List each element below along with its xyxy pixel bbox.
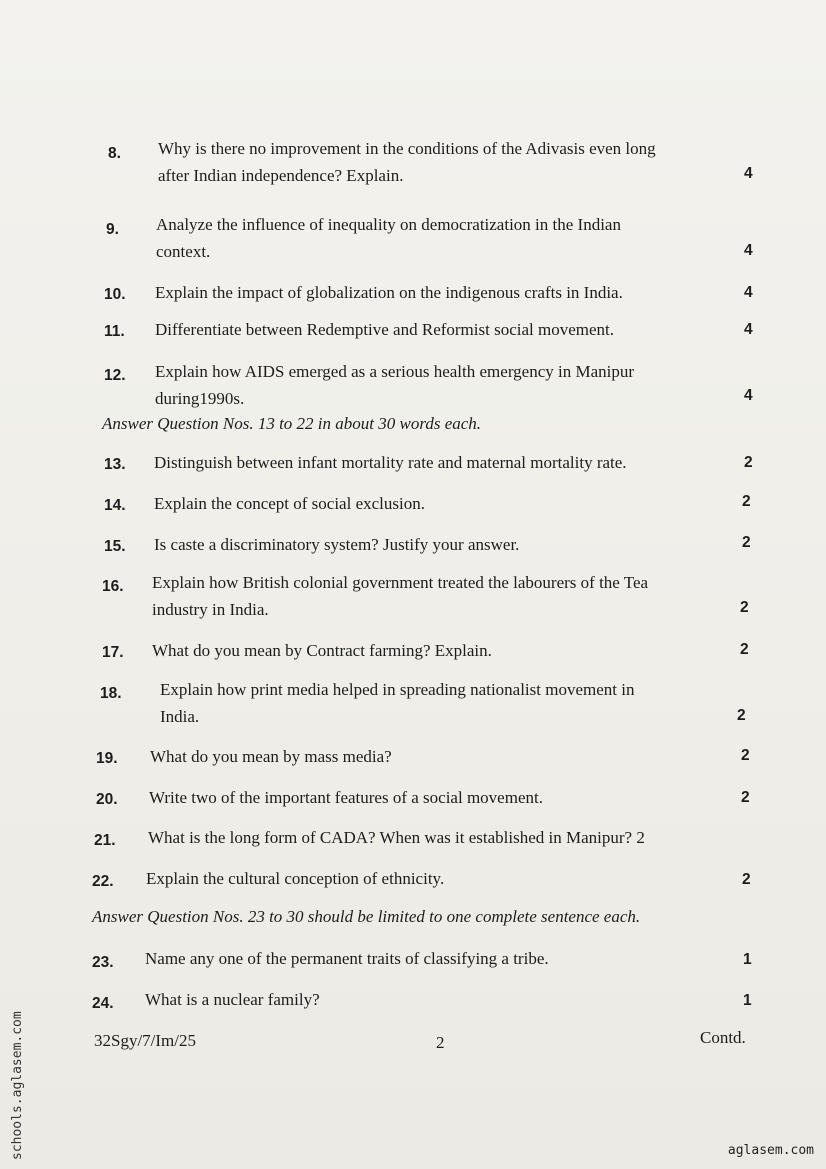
question-20 <box>96 784 756 812</box>
question-marks: 1 <box>743 951 752 968</box>
question-21 <box>94 824 756 852</box>
question-number: 23. <box>92 954 114 971</box>
question-12 <box>104 358 758 412</box>
question-text-line: Explain the cultural conception of ethnicity. <box>146 869 445 888</box>
question-marks: 2 <box>737 707 746 724</box>
question-text-line: What is a nuclear family? <box>145 990 320 1009</box>
question-marks: 4 <box>744 387 753 404</box>
question-19 <box>96 743 756 771</box>
question-number: 9. <box>106 221 119 238</box>
question-text-line: What do you mean by Contract farming? Explain. <box>152 641 492 660</box>
question-number: 11. <box>104 323 125 340</box>
question-9 <box>106 211 758 265</box>
question-number: 8. <box>108 145 121 162</box>
question-text-line: Write two of the important features of a social movement. <box>149 788 543 807</box>
question-text-line: Why is there no improvement in the conditions of the Adivasis even long <box>158 139 656 158</box>
question-11 <box>104 316 758 344</box>
question-text-line: context. <box>156 242 211 261</box>
question-text-line: after Indian independence? Explain. <box>158 166 404 185</box>
question-text-line: Explain the concept of social exclusion. <box>154 494 425 513</box>
question-marks: 2 <box>742 534 751 551</box>
question-8 <box>108 135 758 189</box>
question-text-line: Explain how British colonial government treated the labourers of the Tea <box>152 573 649 592</box>
question-10 <box>104 279 758 307</box>
question-text-line: Explain how print media helped in spreading nationalist movement in <box>160 680 635 699</box>
question-number: 15. <box>104 538 126 555</box>
question-text-line: industry in India. <box>152 600 269 619</box>
question-number: 20. <box>96 791 118 808</box>
question-number: 18. <box>100 685 122 702</box>
question-marks: 4 <box>744 165 753 182</box>
question-marks: 4 <box>744 321 753 338</box>
question-17 <box>102 637 758 665</box>
question-text-line: Is caste a discriminatory system? Justify your answer. <box>154 535 520 554</box>
question-23 <box>92 945 756 973</box>
bottom-watermark: aglasem.com <box>727 1143 814 1158</box>
question-marks: 2 <box>744 454 753 471</box>
page-number: 2 <box>436 1033 445 1052</box>
question-24 <box>92 986 756 1014</box>
question-marks: 2 <box>741 747 750 764</box>
question-text-line: Name any one of the permanent traits of classifying a tribe. <box>145 949 549 968</box>
question-marks: 1 <box>743 992 752 1009</box>
question-marks: 2 <box>742 493 751 510</box>
question-marks: 2 <box>740 641 749 658</box>
question-marks: 2 <box>740 599 749 616</box>
question-16 <box>102 569 756 623</box>
question-15 <box>104 531 758 559</box>
section-instruction: Answer Question Nos. 13 to 22 in about 30 words each. <box>102 414 482 433</box>
question-text-line: during1990s. <box>155 389 245 408</box>
question-number: 10. <box>104 286 126 303</box>
question-14 <box>104 490 758 518</box>
question-number: 22. <box>92 873 114 890</box>
question-marks: 4 <box>744 242 753 259</box>
question-text-line: Distinguish between infant mortality rate and maternal mortality rate. <box>154 453 627 472</box>
question-text-line: What do you mean by mass media? <box>150 747 392 766</box>
question-marks: 2 <box>741 789 750 806</box>
question-18 <box>100 676 756 730</box>
side-watermark: schools.aglasem.com <box>10 1011 25 1160</box>
question-text-line: India. <box>160 707 200 726</box>
question-marks: 2 <box>742 871 751 888</box>
question-number: 24. <box>92 995 114 1012</box>
question-22 <box>92 865 756 893</box>
question-text-line: Explain the impact of globalization on the indigenous crafts in India. <box>155 283 623 302</box>
question-number: 17. <box>102 644 124 661</box>
question-text-line: What is the long form of CADA? When was it established in Manipur? 2 <box>148 828 645 847</box>
question-number: 19. <box>96 750 118 767</box>
question-text-line: Differentiate between Redemptive and Reformist social movement. <box>155 320 615 339</box>
question-marks: 4 <box>744 284 753 301</box>
paper-code: 32Sgy/7/Im/25 <box>94 1031 197 1050</box>
question-13 <box>104 449 758 477</box>
question-text-line: Analyze the influence of inequality on democratization in the Indian <box>156 215 621 234</box>
section-instruction: Answer Question Nos. 23 to 30 should be limited to one complete sentence each. <box>92 907 641 926</box>
question-number: 12. <box>104 367 126 384</box>
question-number: 13. <box>104 456 126 473</box>
question-number: 14. <box>104 497 126 514</box>
continued-label: Contd. <box>700 1028 746 1047</box>
question-number: 21. <box>94 832 116 849</box>
question-number: 16. <box>102 578 124 595</box>
question-text-line: Explain how AIDS emerged as a serious health emergency in Manipur <box>155 362 635 381</box>
